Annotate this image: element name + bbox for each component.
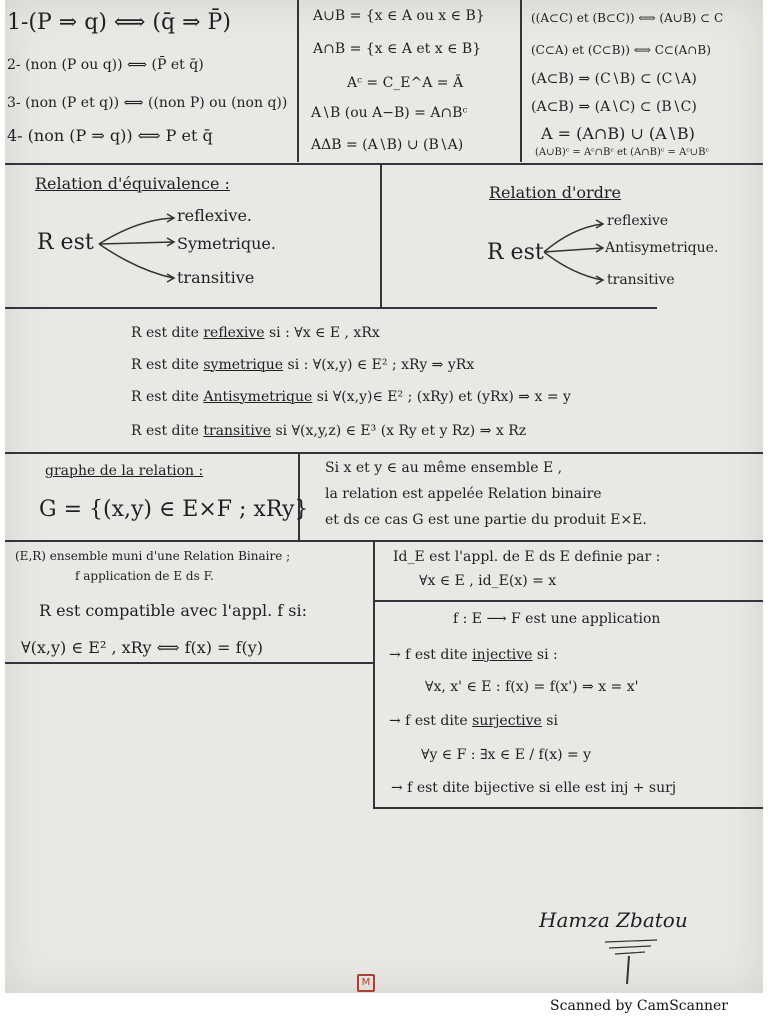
scanner-watermark: Scanned by CamScanner <box>550 998 728 1014</box>
application-heading: f : E ⟶ F est une application <box>453 611 661 627</box>
bijective-definition: → f est dite bijective si elle est inj + surj <box>391 780 677 796</box>
red-stamp-mark: M <box>357 974 375 992</box>
logic-rule-3: 3- (non (P et q)) ⟺ ((non P) ou (non q)) <box>7 95 288 111</box>
divider <box>373 600 763 602</box>
set-symmetric-difference: AΔB = (A∖B) ∪ (B∖A) <box>311 137 464 153</box>
divider <box>373 807 763 809</box>
partition-rule: A = (A∩B) ∪ (A∖B) <box>541 124 695 143</box>
order-item-transitive: transitive <box>607 272 675 288</box>
set-intersection: A∩B = {x ∈ A et x ∈ B} <box>313 41 482 57</box>
graph-formula: G = {(x,y) ∈ E×F ; xRy} <box>39 497 309 522</box>
divider <box>520 0 522 162</box>
order-title: Relation d'ordre <box>489 183 622 202</box>
divider <box>5 452 763 454</box>
inclusion-rule-4: (A⊂B) ⇒ (A∖C) ⊂ (B∖C) <box>531 99 697 115</box>
inclusion-rule-1: ((A⊂C) et (B⊂C)) ⟺ (A∪B) ⊂ C <box>531 11 724 25</box>
signature-flourish <box>601 936 661 986</box>
set-complement: Aᶜ = C_E^A = Ā <box>347 75 464 91</box>
definition-antisymmetric: R est dite Antisymetrique si ∀(x,y)∈ E² ; (xRy) et (yRx) ⇒ x = y <box>131 389 571 405</box>
binary-line-2: la relation est appelée Relation binaire <box>325 486 602 502</box>
compatible-line-3: R est compatible avec l'appl. f si: <box>39 601 307 620</box>
compatible-line-4: ∀(x,y) ∈ E² , xRy ⟺ f(x) = f(y) <box>21 638 264 657</box>
order-r-label: R est <box>487 240 544 265</box>
injective-formula: ∀x, x' ∈ E : f(x) = f(x') ⇒ x = x' <box>425 679 639 695</box>
equivalence-item-symmetric: Symetrique. <box>177 234 276 253</box>
set-union: A∪B = {x ∈ A ou x ∈ B} <box>313 8 485 24</box>
definition-transitive: R est dite transitive si ∀(x,y,z) ∈ E³ (x Ry et y Rz) ⇒ x Rz <box>131 423 527 439</box>
equivalence-branch-arrows <box>97 212 177 282</box>
compatible-line-1: (E,R) ensemble muni d'une Relation Binaire ; <box>15 549 291 563</box>
surjective-formula: ∀y ∈ F : ∃x ∈ E / f(x) = y <box>421 747 592 763</box>
binary-line-3: et ds ce cas G est une partie du produit E×E. <box>325 512 647 528</box>
de-morgan-rule: (A∪B)ᶜ = Aᶜ∩Bᶜ et (A∩B)ᶜ = Aᶜ∪Bᶜ <box>535 147 709 158</box>
logic-rule-4: 4- (non (P ⇒ q)) ⟺ P et q̄ <box>7 126 213 145</box>
divider <box>297 0 299 162</box>
definition-reflexive: R est dite reflexive si : ∀x ∈ E , xRx <box>131 325 380 341</box>
equivalence-title: Relation d'équivalence : <box>35 174 230 193</box>
order-item-reflexive: reflexive <box>607 213 669 229</box>
order-branch-arrows <box>542 218 606 284</box>
surjective-definition: → f est dite surjective si <box>389 713 558 729</box>
inclusion-rule-2: (C⊂A) et (C⊂B)) ⟺ C⊂(A∩B) <box>531 43 711 57</box>
inclusion-rule-3: (A⊂B) ⇒ (C∖B) ⊂ (C∖A) <box>531 71 697 87</box>
logic-rule-1: 1-(P ⇒ q) ⟺ (q̄ ⇒ P̄) <box>7 10 231 35</box>
equivalence-item-reflexive: reflexive. <box>177 206 252 225</box>
divider <box>5 163 763 165</box>
equivalence-r-label: R est <box>37 230 94 255</box>
divider <box>380 165 382 308</box>
author-signature: Hamza Zbatou <box>539 908 688 932</box>
binary-line-1: Si x et y ∈ au même ensemble E , <box>325 460 563 476</box>
divider <box>5 540 763 542</box>
definition-symmetric: R est dite symetrique si : ∀(x,y) ∈ E² ; xRy ⇒ yRx <box>131 357 475 373</box>
identity-line-1: Id_E est l'appl. de E ds E definie par : <box>393 549 661 565</box>
set-difference: A∖B (ou A−B) = A∩Bᶜ <box>311 105 468 121</box>
divider <box>5 662 373 664</box>
divider <box>5 307 657 309</box>
equivalence-item-transitive: transitive <box>177 268 255 287</box>
injective-definition: → f est dite injective si : <box>389 647 558 663</box>
logic-rule-2: 2- (non (P ou q)) ⟺ (P̄ et q̄) <box>7 57 204 73</box>
divider <box>373 540 375 808</box>
order-item-antisymmetric: Antisymetrique. <box>605 240 719 256</box>
identity-line-2: ∀x ∈ E , id_E(x) = x <box>419 573 557 589</box>
graph-title: graphe de la relation : <box>45 463 204 479</box>
notes-sheet <box>5 0 763 993</box>
compatible-line-2: f application de E ds F. <box>75 569 214 583</box>
